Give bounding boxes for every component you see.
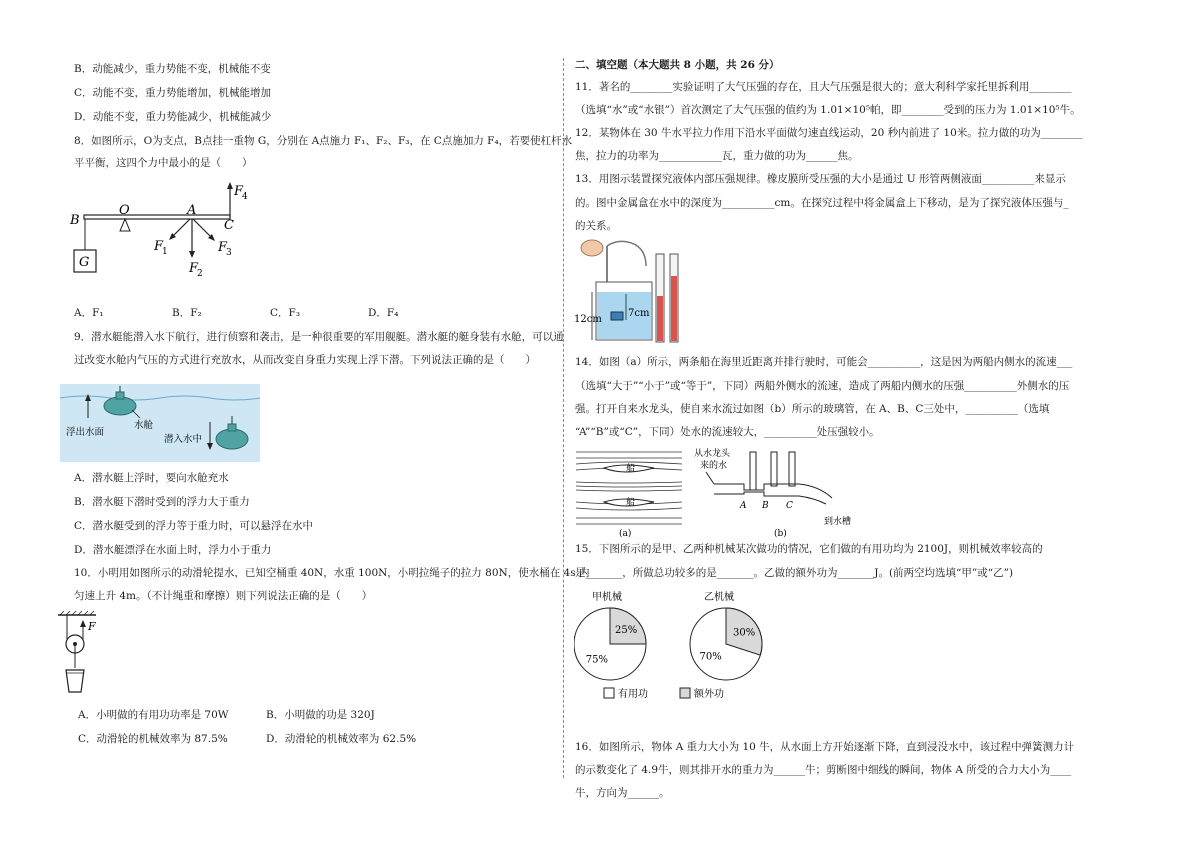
pie-charts <box>574 586 794 706</box>
q12-line1: 12．某物体在 30 牛水平拉力作用下沿水平面做匀速直线运动，20 秒内前进了 10米。拉力做的功为________ <box>575 127 1083 139</box>
label-b: B <box>70 213 80 228</box>
pie-title-yi: 乙机械 <box>704 592 734 603</box>
q13-line1: 13．用图示装置探究液体内部压强规律。橡皮膜所受压强的大小是通过 U 形管两侧液面__________来显示 <box>575 173 1066 185</box>
label-o: O <box>119 203 130 218</box>
pie-label-useful-1: 70% <box>699 651 722 663</box>
label-c-pipe: C <box>786 501 793 511</box>
q11-line1: 11．著名的________实验证明了大气压强的存在，且大气压强是很大的；意大利科学家托里拆利用________ <box>575 81 1072 93</box>
label-f2-sub: 2 <box>197 269 203 279</box>
q12-line2: 焦，拉力的功率为____________瓦，重力做的功为______焦。 <box>575 150 859 162</box>
pie-jia <box>574 608 646 680</box>
label-a: A <box>187 203 197 218</box>
label-up: 浮出水面 <box>66 427 105 438</box>
q9-stem-line1: 9．潜水艇能潜入水下航行，进行侦察和袭击，是一种很重要的军用舰艇。潜水艇的艇身装有水舱，可以通 <box>74 331 564 343</box>
q9-option-c: C．潜水艇受到的浮力等于重力时，可以悬浮在水中 <box>74 520 314 532</box>
label-b-fig: (b) <box>774 529 787 539</box>
label-boat-top: 船 <box>626 464 636 474</box>
q13-line3: 的关系。 <box>575 220 617 232</box>
f3-arrow <box>193 219 212 238</box>
pie-title-jia: 甲机械 <box>592 592 622 603</box>
lever-figure <box>62 178 252 288</box>
q9-option-d: D．潜水艇漂浮在水面上时，浮力小于重力 <box>74 544 272 556</box>
q10-stem-line1: 10．小明用如图所示的动滑轮提水，已知空桶重 40N，水重 100N，小明拉绳子的拉力 80N，使水桶在 4s 内 <box>74 567 590 579</box>
q16-line1: 16．如图所示，物体 A 重力大小为 10 牛，从水面上方开始逐渐下降，直到浸没水中，该过程中弹簧测力计 <box>575 741 1075 753</box>
pipe-bottom <box>714 492 826 504</box>
f1-arrow <box>172 219 190 237</box>
q8-option-c: C．F₃ <box>270 307 301 319</box>
streamlines <box>576 452 682 524</box>
q8-option-d: D．F₄ <box>368 307 399 319</box>
q15-line1: 15．下图所示的是甲、乙两种机械某次做功的情况，它们做的有用功均为 2100J，则机械效率较高的 <box>575 543 1043 555</box>
q8-stem-line2: 平平衡，这四个力中最小的是（ ） <box>74 157 253 169</box>
q14-line3: 强。打开自来水龙头，使自来水流过如图（b）所示的玻璃管，在 A、B、C三处中，__________（选填 <box>575 403 1050 415</box>
column-divider <box>563 58 564 778</box>
q10-option-b: B．小明做的功是 320J <box>266 709 375 721</box>
label-7cm: 7cm <box>628 308 650 319</box>
q9-stem-line2: 过改变水舱内气压的方式进行充放水，从而改变自身重力实现上浮下潜。下列说法正确的是（ ） <box>74 354 536 366</box>
metal-box <box>611 312 623 320</box>
pulley-figure <box>56 610 106 700</box>
q10-stem-line2: 匀速上升 4m。（不计绳重和摩擦）则下列说法正确的是（ ） <box>74 590 373 602</box>
pie-label-extra-0: 25% <box>615 624 638 636</box>
q7-option-d: D．动能不变，重力势能减少，机械能减少 <box>74 111 272 123</box>
q8-option-a: A．F₁ <box>74 307 104 319</box>
label-a-fig: (a) <box>619 529 632 539</box>
label-tap2: 来的水 <box>700 461 728 471</box>
label-f3-sub: 3 <box>226 248 232 258</box>
q8-option-b: B．F₂ <box>172 307 202 319</box>
fulcrum-triangle <box>120 219 130 231</box>
q15-line2: 是_______，所做总功较多的是_______。乙做的额外功为_______J。(前两空均选填“甲”或“乙”) <box>575 567 1014 579</box>
label-tank: 水舱 <box>134 420 154 431</box>
label-down: 潜入水中 <box>164 434 203 445</box>
pie-label-extra-1: 30% <box>733 627 756 639</box>
label-f: F <box>88 620 96 633</box>
label-f2: F <box>189 261 199 276</box>
label-tap1: 从水龙头 <box>694 449 731 459</box>
label-b-pipe: B <box>762 501 769 511</box>
label-g: G <box>79 255 90 270</box>
hose <box>607 241 646 266</box>
label-out: 到水槽 <box>824 517 852 527</box>
label-boat-bottom: 船 <box>626 498 636 508</box>
q11-line2: （选填“水”或“水银”）首次测定了大气压强的值约为 1.01×10⁵帕，即________受到的压力为 1.01×10⁵牛。 <box>575 104 1081 116</box>
label-a-pipe: A <box>740 501 747 511</box>
q9-option-b: B．潜水艇下潜时受到的浮力大于重力 <box>74 496 250 508</box>
q14-line2: （选填“大于”“小于”或“等于”，下同）两船外侧水的流速，造成了两船内侧水的压强__________外侧水的压 <box>575 380 1070 392</box>
pressure-figure <box>574 236 704 346</box>
label-f4: F <box>234 184 244 199</box>
q14-line4: “A”“B”或“C”，下同）处水的流速较大，__________处压强较小。 <box>575 426 880 438</box>
pie-label-useful-0: 75% <box>585 654 608 666</box>
q10-option-d: D．动滑轮的机械效率为 62.5% <box>266 733 417 745</box>
legend-swatch-useful <box>604 688 614 698</box>
legend-useful: 有用功 <box>618 689 648 700</box>
q10-option-a: A．小明做的有用功功率是 70W <box>78 709 229 721</box>
q16-line2: 的示数变化了 4.9牛，则其排开水的重力为______牛；剪断图中细线的瞬间，物体 A 所受的合力大小为____ <box>575 764 1072 776</box>
legend-swatch-extra <box>680 688 690 698</box>
flow-figure <box>574 444 874 544</box>
q14-line1: 14．如图（a）所示，两条船在海里近距离并排行驶时，可能会__________，这是因为两船内侧水的流速___ <box>575 356 1073 368</box>
submarine-figure <box>60 384 260 462</box>
label-f4-sub: 4 <box>242 192 248 202</box>
hand <box>581 240 603 256</box>
q16-line3: 牛，方向为______。 <box>575 787 670 799</box>
q7-option-b: B．动能减少，重力势能不变，机械能不变 <box>74 63 271 75</box>
q10-option-c: C．动滑轮的机械效率为 87.5% <box>78 733 228 745</box>
q7-option-c: C．动能不变，重力势能增加，机械能增加 <box>74 87 272 99</box>
section-heading: 二、填空题（本大题共 8 小题，共 26 分） <box>575 59 780 71</box>
q8-stem-line1: 8．如图所示，O为支点，B点挂一重物 G，分别在 A点施力 F₁、F₂、F₃，在 C点施加力 F₄，若要使杠杆水 <box>74 135 573 147</box>
label-12cm: 12cm <box>574 314 602 325</box>
q13-line2: 的。图中金属盒在水中的深度为__________cm。在探究过程中将金属盒上下移动，是为了探究液体压强与_ <box>575 197 1069 209</box>
q9-option-a: A．潜水艇上浮时，要向水舱充水 <box>74 472 229 484</box>
label-f1: F <box>154 239 164 254</box>
legend-extra: 额外功 <box>694 689 724 700</box>
label-c: C <box>224 218 234 233</box>
pie-yi <box>690 608 762 680</box>
lever-bar <box>84 215 230 219</box>
label-f3: F <box>218 240 228 255</box>
label-f1-sub: 1 <box>162 247 168 257</box>
